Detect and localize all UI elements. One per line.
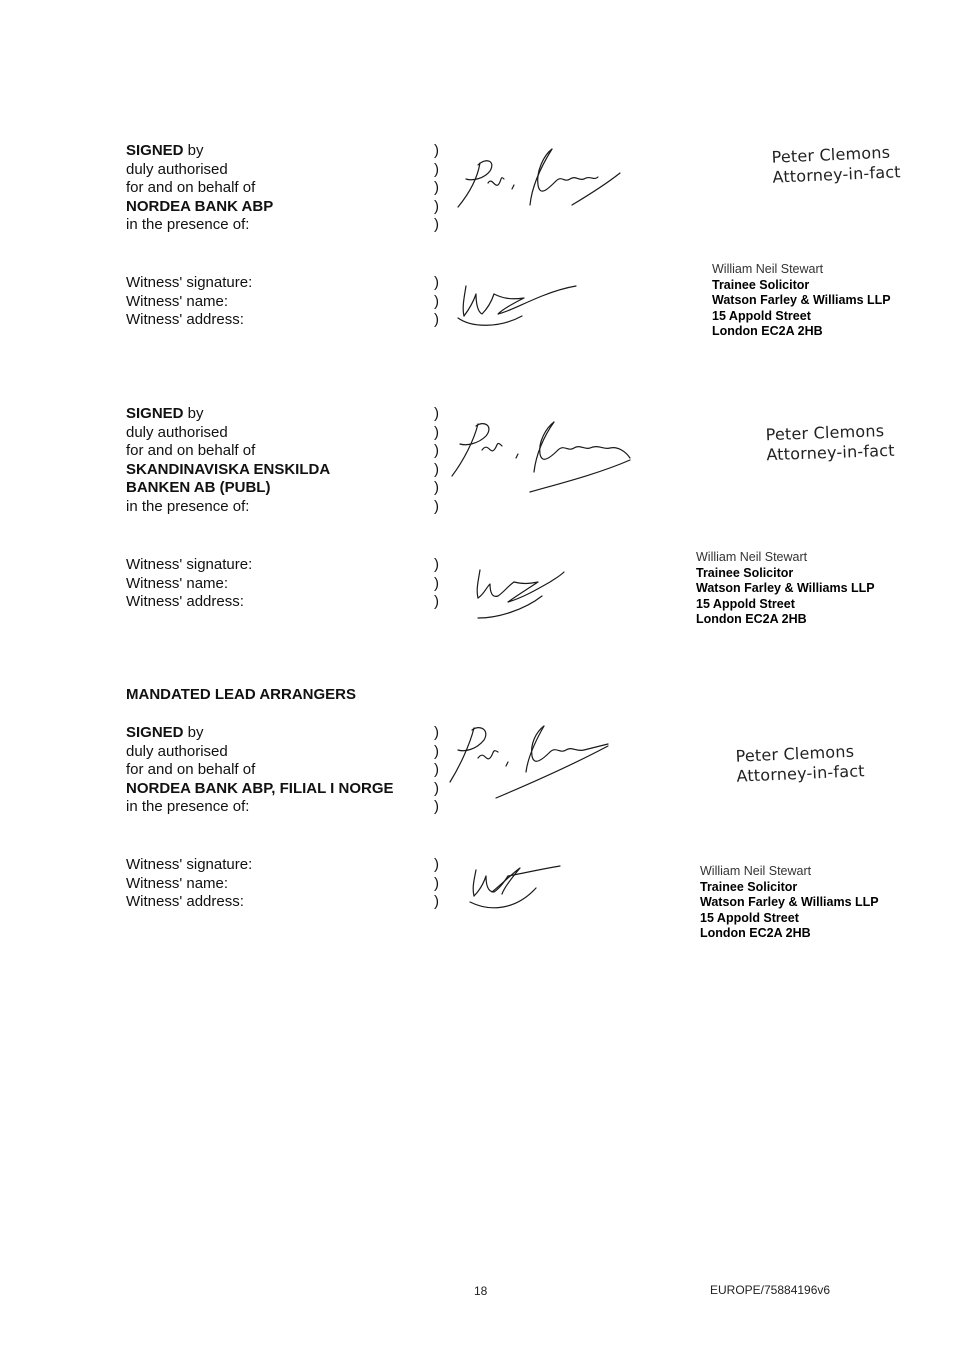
attorney-stamp [771, 142, 901, 188]
presence-line: in the presence of: [126, 497, 250, 515]
bank-name-line-2: BANKEN AB (PUBL) [126, 479, 271, 496]
attorney-signature [444, 722, 614, 802]
witness-signature-label: Witness' signature: [126, 274, 253, 291]
witness-stamp: William Neil Stewart Trainee Solicitor Watson Farley & Williams LLP 15 Appold Street London EC2A 2HB [712, 262, 891, 338]
attorney-title: Attorney-in-fact [772, 162, 902, 187]
witness-block-2 [126, 556, 252, 612]
witness-name-label: Witness' name: [126, 292, 229, 310]
bracket-column: ) ) ) [434, 856, 439, 910]
witness-name-label: Witness' name: [126, 874, 229, 892]
attorney-name: Peter Clemons [771, 142, 891, 167]
behalf-line: for and on behalf of [126, 761, 256, 778]
bracket-column: ) ) ) ) ) [434, 724, 439, 815]
attorney-signature [448, 418, 638, 498]
authorised-line: duly authorised [126, 742, 228, 760]
witness-stamp: William Neil Stewart Trainee Solicitor Watson Farley & Williams LLP 15 Appold Street London EC2A 2HB [700, 864, 879, 940]
witness-signature [468, 566, 568, 626]
signing-block-1 [126, 142, 273, 235]
bracket-column: ) ) ) [434, 274, 439, 328]
behalf-line: for and on behalf of [126, 179, 256, 196]
witness-name-label: Witness' name: [126, 574, 229, 592]
bank-name: NORDEA BANK ABP [126, 197, 274, 215]
by-label: by [183, 142, 204, 159]
authorised-line: duly authorised [126, 160, 228, 178]
bank-name: SKANDINAVISKA ENSKILDA [126, 460, 331, 478]
authorised-line: duly authorised [126, 423, 228, 441]
bracket-column: ) ) ) ) ) [434, 142, 439, 233]
attorney-name: Peter Clemons [765, 421, 885, 445]
document-reference: EUROPE/75884196v6 [710, 1283, 831, 1297]
witness-signature [452, 278, 582, 333]
bracket-column: ) ) ) [434, 556, 439, 610]
attorney-name: Peter Clemons [735, 741, 855, 766]
signing-block-2 [126, 405, 330, 516]
attorney-title: Attorney-in-fact [766, 440, 895, 465]
presence-line: in the presence of: [126, 798, 250, 815]
witness-signature-label: Witness' signature: [126, 856, 253, 873]
witness-address-label: Witness' address: [126, 311, 244, 328]
attorney-title: Attorney-in-fact [736, 761, 866, 786]
section-heading: MANDATED LEAD ARRANGERS [126, 686, 356, 703]
witness-signature [460, 858, 570, 918]
attorney-stamp [735, 741, 865, 787]
signing-block-3 [126, 724, 394, 817]
attorney-stamp [765, 421, 895, 465]
by-label: by [183, 405, 204, 422]
witness-block-3 [126, 856, 252, 912]
attorney-signature [452, 145, 627, 215]
signed-label: SIGNED [126, 142, 184, 159]
witness-address-label: Witness' address: [126, 893, 244, 910]
bracket-column: ) ) ) ) ) ) [434, 405, 439, 515]
page-number: 18 [474, 1284, 488, 1298]
behalf-line: for and on behalf of [126, 442, 256, 459]
bank-name: NORDEA BANK ABP, FILIAL I NORGE [126, 779, 394, 797]
witness-stamp: William Neil Stewart Trainee Solicitor Watson Farley & Williams LLP 15 Appold Street London EC2A 2HB [696, 550, 875, 626]
witness-block-1 [126, 274, 252, 330]
witness-signature-label: Witness' signature: [126, 556, 253, 573]
by-label: by [183, 724, 204, 741]
presence-line: in the presence of: [126, 216, 250, 233]
witness-address-label: Witness' address: [126, 593, 244, 610]
signed-label: SIGNED [126, 405, 184, 422]
signed-label: SIGNED [126, 724, 184, 741]
